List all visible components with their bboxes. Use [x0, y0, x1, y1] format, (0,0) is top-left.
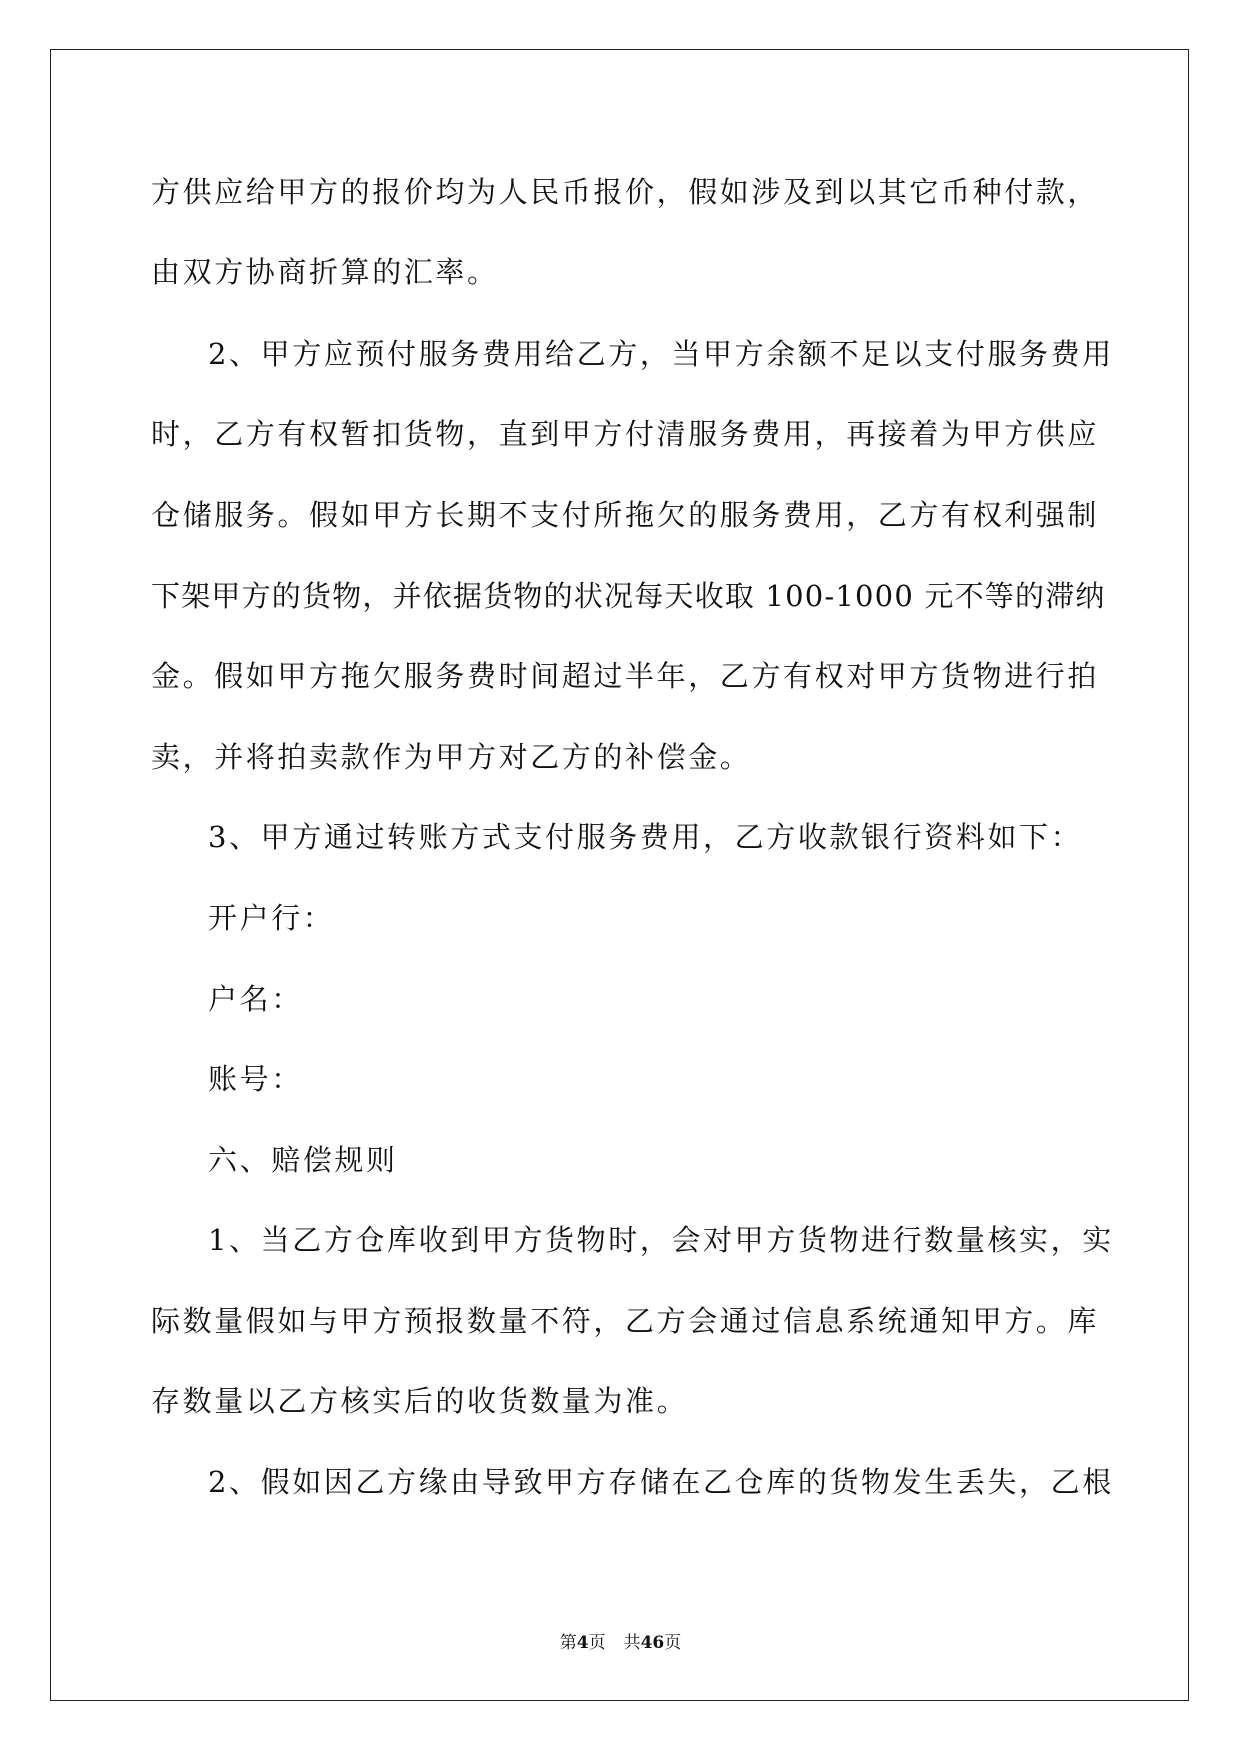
paragraph-line: 时，乙方有权暂扣货物，直到甲方付清服务费用，再接着为甲方供应 — [151, 417, 1100, 451]
page-footer — [0, 1632, 1241, 1654]
paragraph-line: 际数量假如与甲方预报数量不符，乙方会通过信息系统通知甲方。库 — [151, 1304, 1100, 1338]
field-label-bank: 开户行： — [208, 901, 335, 935]
paragraph-line: 下架甲方的货物，并依据货物的状况每天收取 100-1000 元不等的滞纳 — [151, 579, 1106, 613]
paragraph-line: 2、假如因乙方缘由导致甲方存储在乙仓库的货物发生丢失，乙根 — [208, 1465, 1114, 1499]
total-pages: 46 — [640, 1633, 665, 1653]
paragraph-line: 1、当乙方仓库收到甲方货物时，会对甲方货物进行数量核实，实 — [208, 1223, 1114, 1257]
paragraph-line: 3、甲方通过转账方式支付服务费用，乙方收款银行资料如下： — [208, 820, 1083, 854]
paragraph-line: 2、甲方应预付服务费用给乙方，当甲方余额不足以支付服务费用 — [208, 337, 1114, 371]
total-suffix: 页 — [664, 1633, 682, 1653]
page-border — [50, 49, 1189, 1701]
page-number: 4 — [576, 1633, 589, 1653]
paragraph-line: 由双方协商折算的汇率。 — [151, 255, 499, 289]
total-prefix: 共 — [623, 1633, 641, 1653]
paragraph-line: 存数量以乙方核实后的收货数量为准。 — [151, 1384, 689, 1418]
field-label-account-number: 账号： — [208, 1062, 303, 1096]
paragraph-line: 方供应给甲方的报价均为人民币报价，假如涉及到以其它币种付款， — [151, 175, 1100, 209]
field-label-account-name: 户名： — [208, 982, 303, 1016]
page-prefix: 第 — [559, 1633, 577, 1653]
section-heading: 六、赔偿规则 — [208, 1143, 398, 1177]
paragraph-line: 金。假如甲方拖欠服务费时间超过半年，乙方有权对甲方货物进行拍 — [151, 659, 1100, 693]
page-suffix: 页 — [588, 1633, 606, 1653]
paragraph-line: 仓储服务。假如甲方长期不支付所拖欠的服务费用，乙方有权利强制 — [151, 498, 1100, 532]
paragraph-line: 卖，并将拍卖款作为甲方对乙方的补偿金。 — [151, 740, 752, 774]
